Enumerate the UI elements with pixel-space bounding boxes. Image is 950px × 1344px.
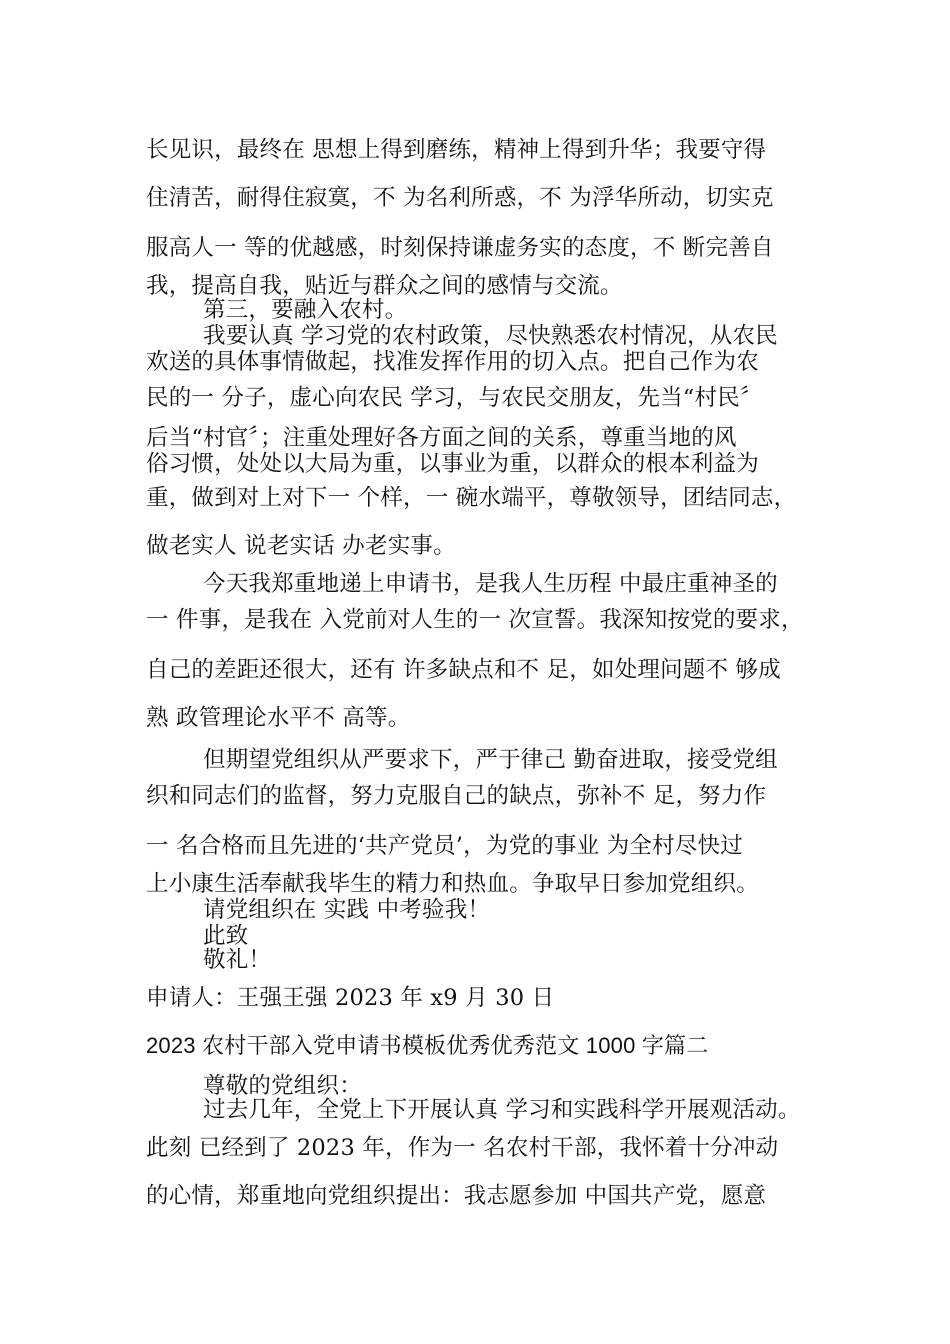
document-title: 2023 农村干部入党申请书模板优秀优秀范文 1000 字篇二 [146, 1033, 709, 1058]
text-line: 后当“村官〞；注重处理好各方面之间的关系，尊重当地的风 [146, 425, 737, 451]
text-line: 俗习惯，处处以大局为重，以事业为重，以群众的根本利益为 [146, 451, 759, 477]
text-line: 但期望党组织从严要求下，严于律己 勤奋进取，接受党组 [203, 747, 778, 773]
text-line: 住清苦，耐得住寂寞，不 为名利所惑，不 为浮华所动，切实克 [146, 185, 774, 211]
text-line: 一 件事，是我在 入党前对人生的一 次宣誓。我深知按党的要求， [146, 607, 804, 633]
text-line: 做老实人 说老实话 办老实事。 [146, 533, 456, 559]
text-line: 织和同志们的监督，努力克服自己的缺点，弥补不 足，努力作 [146, 783, 767, 809]
text-line: 服高人一 等的优越感，时刻保持谦虚务实的态度，不 断完善自 [146, 235, 774, 261]
text-line: 今天我郑重地递上申请书，是我人生历程 中最庄重神圣的 [203, 571, 778, 597]
text-line: 民的一 分子，虚心向农民 学习，与农民交朋友，先当“村民〞 [146, 385, 763, 411]
text-line: 重，做到对上对下一 个样，一 碗水端平，尊敬领导，团结同志， [146, 485, 797, 511]
text-line: 自己的差距还很大，还有 许多缺点和不 足，如处理问题不 够成 [146, 657, 781, 683]
text-line: 上小康生活奉献我毕生的精力和热血。争取早日参加党组织。 [146, 871, 759, 897]
closing-line: 敬礼！ [203, 947, 272, 973]
text-line: 熟 政管理论水平不 高等。 [146, 705, 411, 731]
section-heading: 第三，要融入农村。 [203, 297, 408, 323]
text-line: 欢送的具体事情做起，找准发挥作用的切入点。把自己作为农 [146, 349, 759, 375]
text-line: 的心情，郑重地向党组织提出：我志愿参加 中国共产党，愿意 [146, 1183, 767, 1209]
text-line: 一 名合格而且先进的‘共产党员’，为党的事业 为全村尽快过 [146, 833, 743, 859]
text-line: 过去几年，全党上下开展认真 学习和实践科学开展观活动。 [203, 1097, 801, 1123]
text-line: 我，提高自我，贴近与群众之间的感情与交流。 [146, 273, 623, 299]
text-line: 请党组织在 实践 中考验我！ [203, 897, 491, 923]
applicant-signature-line: 申请人：王强王强 2023 年 x9 月 30 日 [146, 985, 555, 1011]
text-line: 我要认真 学习党的农村政策，尽快熟悉农村情况，从农民 [203, 323, 778, 349]
text-line: 此刻 已经到了 2023 年，作为一 名农村干部，我怀着十分冲动 [146, 1135, 779, 1161]
salutation: 尊敬的党组织： [203, 1073, 362, 1099]
closing-line: 此致 [203, 923, 249, 949]
text-line: 长见识，最终在 思想上得到磨练，精神上得到升华；我要守得 [146, 137, 767, 163]
